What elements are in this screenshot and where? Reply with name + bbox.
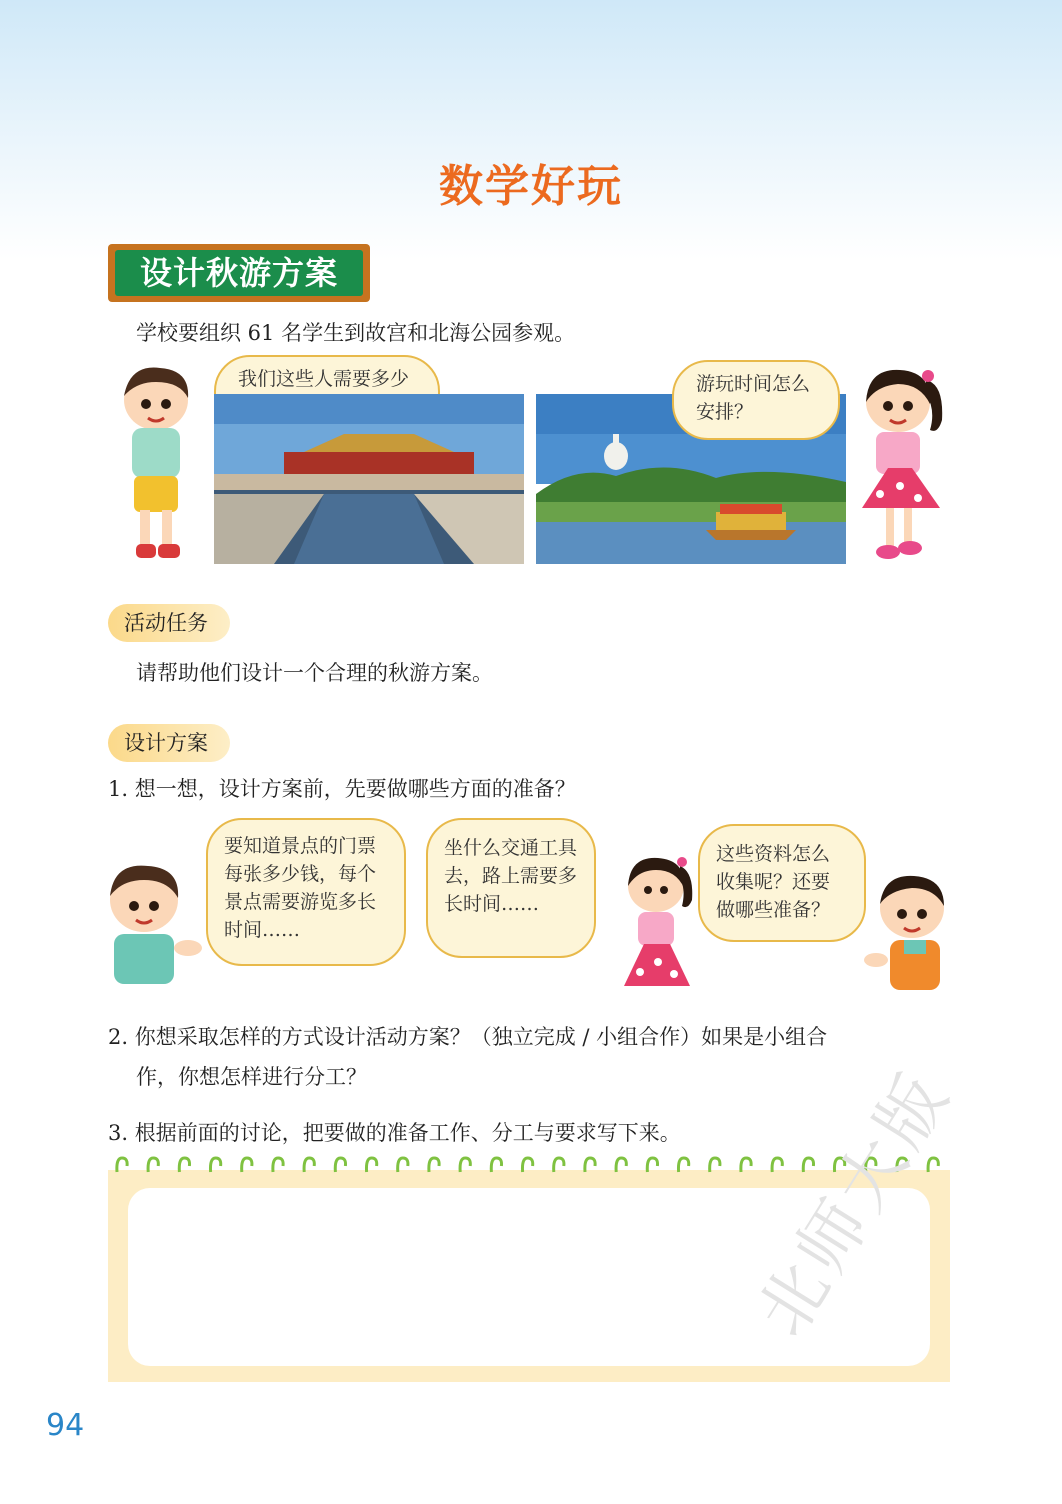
speech-bubble-transport: 坐什么交通工具去，路上需要多长时间……: [426, 818, 596, 958]
boy-illustration: [110, 360, 202, 570]
ring-icon: [273, 1158, 283, 1172]
activity-label: 活动任务: [108, 604, 230, 642]
section-banner: [108, 244, 370, 302]
ring-icon: [678, 1158, 688, 1172]
girl-illustration-2: [618, 850, 698, 990]
page-number: 94: [46, 1408, 85, 1443]
ring-icon: [554, 1158, 564, 1172]
ring-icon: [616, 1158, 626, 1172]
page-title: 数学好玩: [439, 161, 623, 212]
ring-icon: [366, 1158, 376, 1172]
ring-icon: [335, 1158, 345, 1172]
ring-icon: [304, 1158, 314, 1172]
ring-icon: [647, 1158, 657, 1172]
question-2-line-2: 作，你想怎样进行分工？: [136, 1065, 367, 1089]
activity-text: 请帮助他们设计一个合理的秋游方案。: [136, 661, 493, 685]
boy-illustration-2: [96, 858, 206, 988]
ring-icon: [148, 1158, 158, 1172]
ring-icon: [460, 1158, 470, 1172]
speech-bubble-ticket-info: 要知道景点的门票每张多少钱，每个景点需要游览多长时间……: [206, 818, 406, 966]
ring-icon: [398, 1158, 408, 1172]
question-3: 3. 根据前面的讨论，把要做的准备工作、分工与要求写下来。: [108, 1121, 681, 1145]
watermark: 北师大版: [742, 1056, 967, 1350]
ring-icon: [491, 1158, 501, 1172]
girl-illustration: [844, 360, 954, 570]
boy-illustration-3: [862, 868, 954, 998]
question-1: 1. 想一想，设计方案前，先要做哪些方面的准备？: [108, 777, 576, 801]
ring-icon: [585, 1158, 595, 1172]
ring-icon: [117, 1158, 127, 1172]
question-2-line-1: 2. 你想采取怎样的方式设计活动方案？（独立完成 / 小组合作）如果是小组合: [108, 1025, 828, 1049]
ring-icon: [772, 1158, 782, 1172]
intro-text: 学校要组织 61 名学生到故宫和北海公园参观。: [136, 321, 576, 345]
ring-icon: [741, 1158, 751, 1172]
ring-icon: [179, 1158, 189, 1172]
speech-bubble-preparation: 这些资料怎么收集呢？还要做哪些准备？: [698, 824, 866, 942]
ring-icon: [710, 1158, 720, 1172]
design-label: 设计方案: [108, 724, 230, 762]
ring-icon: [522, 1158, 532, 1172]
header-gradient: [0, 0, 1062, 260]
ring-icon: [429, 1158, 439, 1172]
ring-icon: [210, 1158, 220, 1172]
forbidden-city-photo: [214, 394, 524, 564]
section-title: 设计秋游方案: [115, 250, 363, 296]
speech-bubble-schedule: 游玩时间怎么安排？: [672, 360, 840, 440]
speech-bubble-tickets: 我们这些人需要多少: [214, 355, 440, 435]
ring-icon: [242, 1158, 252, 1172]
